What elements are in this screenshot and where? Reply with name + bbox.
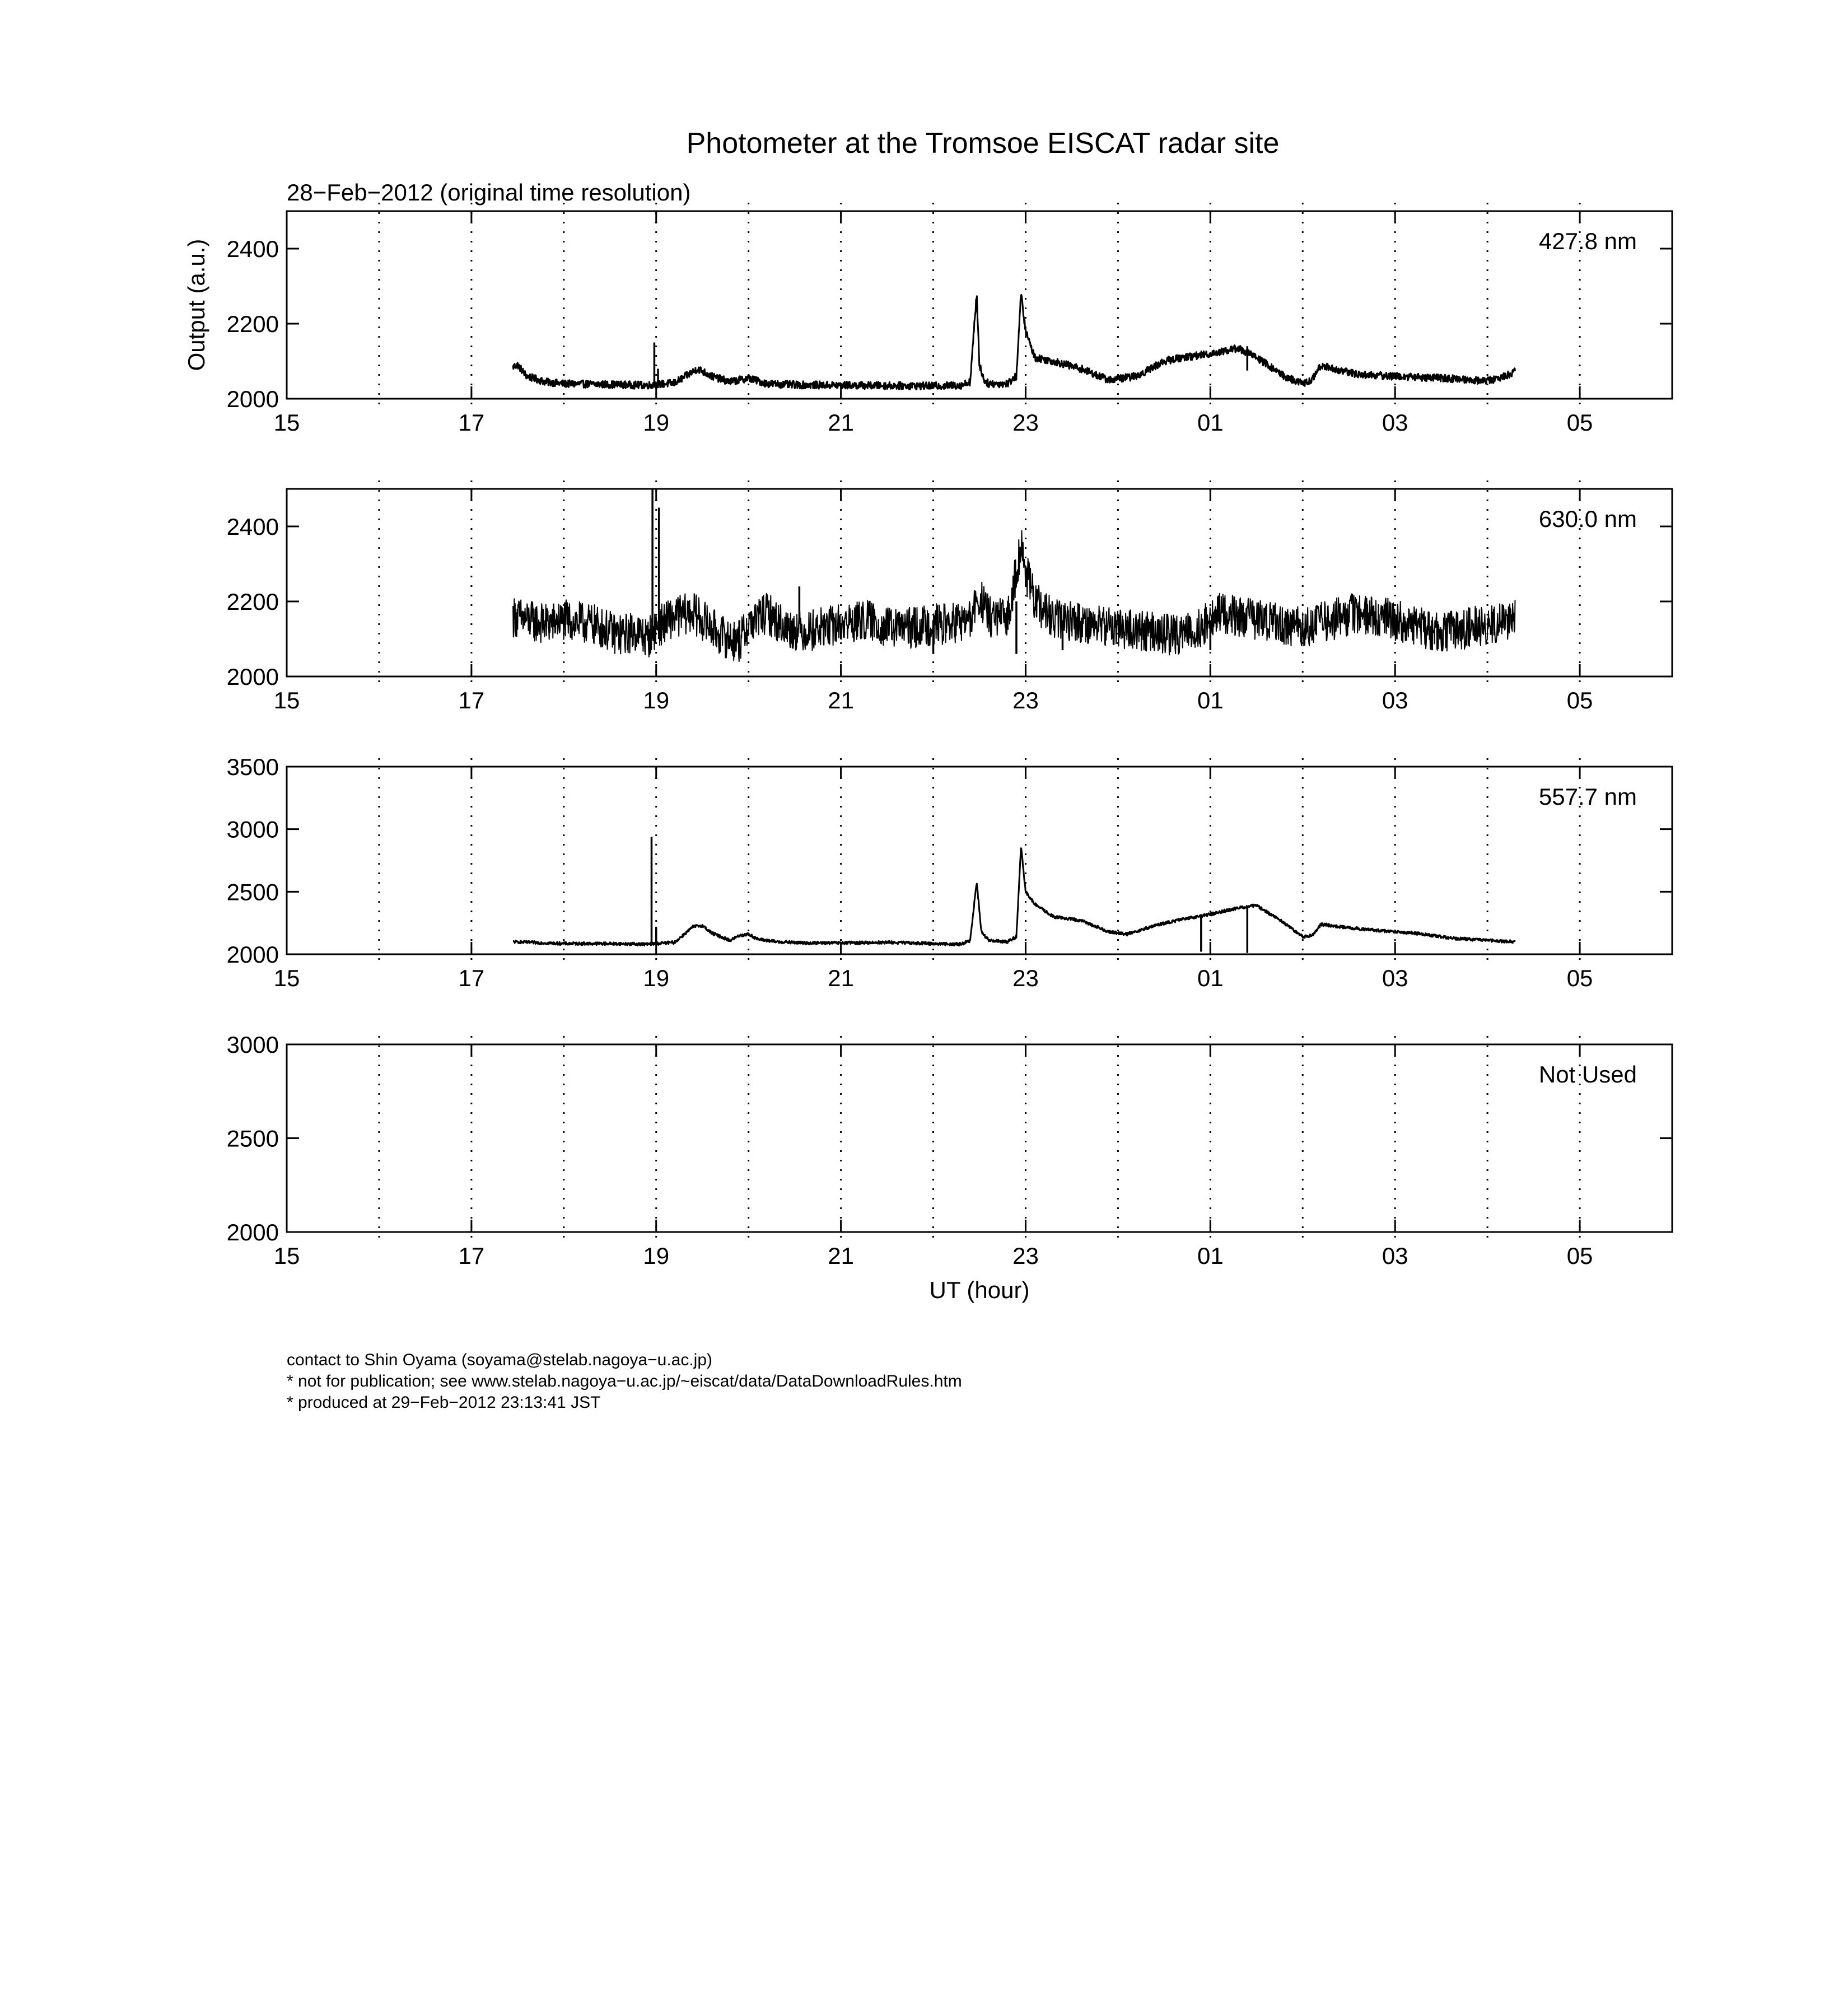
x-tick-label: 01: [1197, 409, 1224, 436]
x-tick-label: 01: [1197, 1243, 1224, 1269]
x-tick-label: 21: [828, 965, 854, 991]
x-tick-label: 19: [643, 409, 670, 436]
x-tick-label: 03: [1382, 965, 1408, 991]
y-tick-label: 2400: [226, 514, 279, 540]
chart-panel-4: [227, 1032, 1672, 1303]
axes-frame: [287, 211, 1672, 399]
y-tick-label: 2000: [226, 664, 279, 690]
x-tick-label: 15: [273, 965, 300, 991]
x-axis-label: UT (hour): [929, 1277, 1030, 1303]
series-line-1: [513, 848, 1515, 946]
chart-panel-2: [227, 480, 1672, 713]
y-tick-label: 2000: [226, 386, 279, 412]
x-tick-label: 05: [1566, 409, 1593, 436]
x-tick-label: 17: [458, 965, 485, 991]
channel-label: Not Used: [1538, 1061, 1637, 1088]
y-tick-label: 2000: [226, 1219, 279, 1245]
y-tick-label: 2500: [226, 1125, 279, 1152]
x-tick-label: 03: [1382, 687, 1408, 713]
x-tick-label: 19: [643, 687, 670, 713]
series-line-1: [513, 531, 1515, 661]
chart-panel-3: [227, 754, 1672, 991]
channel-label: 557.7 nm: [1538, 783, 1637, 810]
y-tick-label: 2400: [226, 236, 279, 262]
footer-publication-note: * not for publication; see www.stelab.nagoya−u.ac.jp/~eiscat/data/DataDownloadRules.htm: [287, 1372, 962, 1390]
y-tick-label: 3000: [226, 1032, 279, 1058]
x-tick-label: 17: [458, 687, 485, 713]
x-tick-label: 19: [643, 965, 670, 991]
x-tick-label: 23: [1012, 687, 1039, 713]
x-tick-label: 17: [458, 409, 485, 436]
x-tick-label: 05: [1566, 687, 1593, 713]
x-tick-label: 15: [273, 687, 300, 713]
figure-subtitle: 28−Feb−2012 (original time resolution): [287, 179, 691, 206]
x-tick-label: 01: [1197, 965, 1224, 991]
x-tick-label: 03: [1382, 409, 1408, 436]
x-tick-label: 03: [1382, 1243, 1408, 1269]
figure-title: Photometer at the Tromsoe EISCAT radar site: [686, 127, 1280, 160]
x-tick-label: 01: [1197, 687, 1224, 713]
y-tick-label: 2200: [226, 589, 279, 615]
chart-panel-1: [183, 203, 1672, 436]
x-tick-label: 15: [273, 409, 300, 436]
x-tick-label: 05: [1566, 965, 1593, 991]
footer-contact: contact to Shin Oyama (soyama@stelab.nagoya−u.ac.jp): [287, 1351, 713, 1369]
footer-notes: [287, 1350, 962, 1413]
x-tick-label: 05: [1566, 1243, 1593, 1269]
axes-frame: [287, 767, 1672, 954]
y-tick-label: 2500: [226, 879, 279, 906]
channel-label: 630.0 nm: [1538, 506, 1637, 532]
x-tick-label: 21: [828, 687, 854, 713]
x-tick-label: 23: [1012, 1243, 1039, 1269]
x-tick-label: 17: [458, 1243, 485, 1269]
footer-produced-time: * produced at 29−Feb−2012 23:13:41 JST: [287, 1393, 601, 1412]
y-tick-label: 2200: [226, 311, 279, 337]
x-tick-label: 15: [273, 1243, 300, 1269]
axes-frame: [287, 1044, 1672, 1232]
series-line-1: [513, 295, 1515, 389]
x-tick-label: 23: [1012, 409, 1039, 436]
x-tick-label: 19: [643, 1243, 670, 1269]
y-tick-label: 3500: [226, 754, 279, 780]
x-tick-label: 21: [828, 409, 854, 436]
y-tick-label: 2000: [226, 941, 279, 968]
channel-label: 427.8 nm: [1538, 228, 1637, 254]
x-tick-label: 23: [1012, 965, 1039, 991]
y-tick-label: 3000: [226, 816, 279, 843]
x-tick-label: 21: [828, 1243, 854, 1269]
y-axis-label: Output (a.u.): [183, 239, 209, 371]
